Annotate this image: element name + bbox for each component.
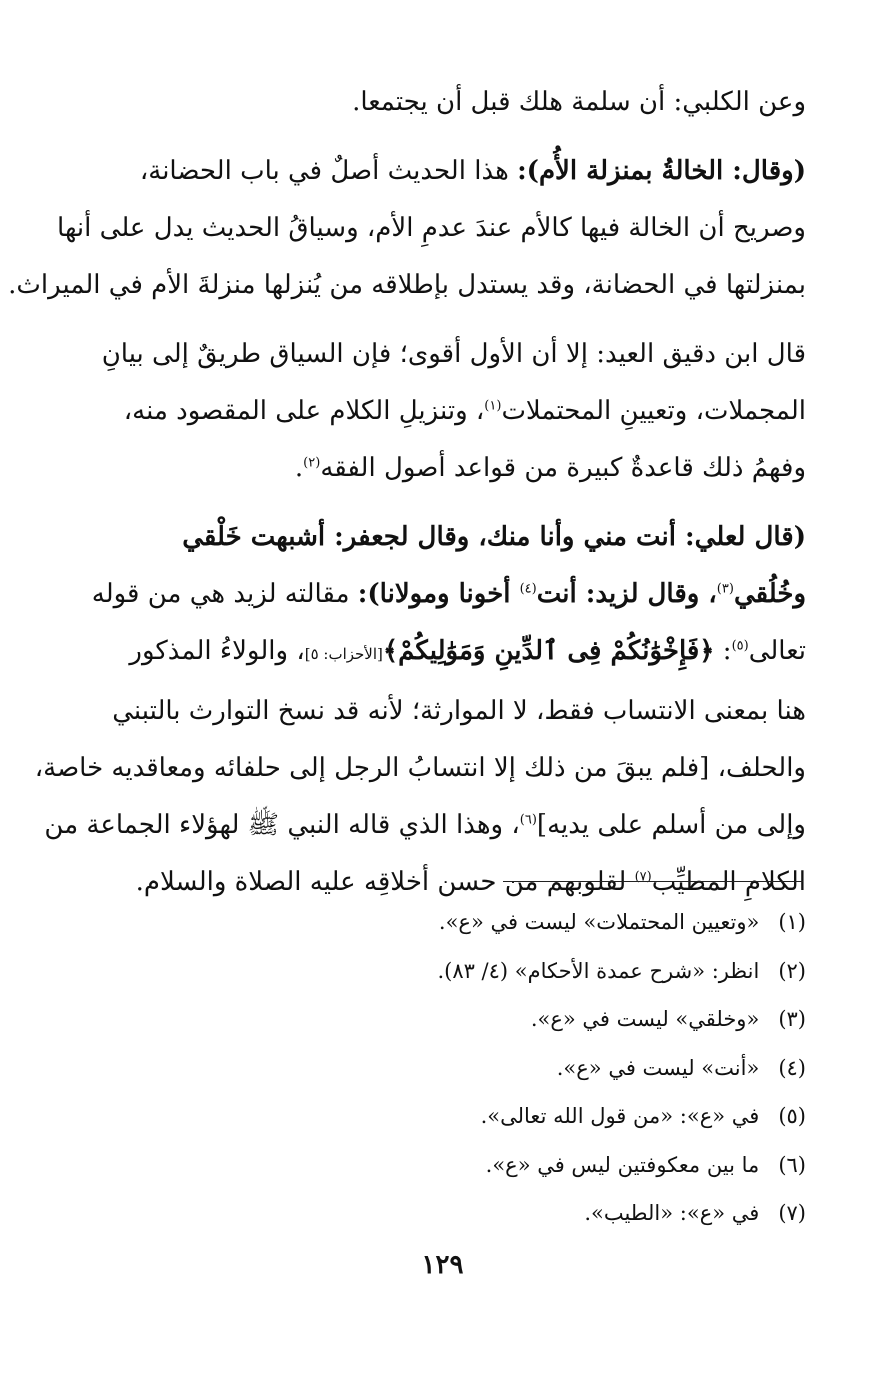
footnote-number: (٤): [778, 1055, 806, 1080]
text-span: تعالى: [748, 636, 806, 666]
text-span: ، والولاءُ المذكور: [129, 636, 305, 666]
text-span: .: [294, 453, 304, 483]
hadith-quote: (قال لعلي: أنت مني وأنا منك، وقال لجعفر: أشبهت خَلْقي: [182, 522, 806, 552]
footnote-number: (٢): [778, 958, 806, 983]
text-line: [91, 566, 806, 623]
footnote-item: [96, 1189, 806, 1238]
paragraph-2: [8, 143, 806, 314]
footnote-text: في «ع»: «الطيب».: [584, 1201, 760, 1225]
footnote-marker[interactable]: (٥): [731, 638, 749, 654]
text-span: لقلوبهم من حسن أخلاقِه عليه الصلاة والسلام.: [135, 867, 635, 897]
text-line: قال ابن دقيق العيد: إلا أن الأول أقوى؛ فإن السياق طريقٌ إلى بيانِ: [101, 339, 806, 369]
footnote-number: (٦): [778, 1152, 806, 1177]
footnote-number: (٥): [778, 1104, 806, 1128]
main-text: [8, 74, 806, 911]
text-span: وفهمُ ذلك قاعدةٌ كبيرة من قواعد أصول الفقه: [320, 453, 806, 483]
text-line: [96, 440, 806, 497]
text-line: هنا بمعنى الانتساب فقط، لا الموارثة؛ لأنه قد نسخ التوارث بالتبني: [112, 696, 806, 726]
footnote-marker[interactable]: (٢): [303, 455, 321, 471]
footnote-item: [96, 898, 806, 947]
footnote-marker[interactable]: (٦): [519, 812, 537, 828]
text-line: بمنزلتها في الحضانة، وقد يستدل بإطلاقه من يُنزلها منزلةَ الأم في الميراث.: [8, 270, 806, 300]
footnote-text: في «ع»: «من قول الله تعالى».: [480, 1104, 760, 1128]
text-line: [96, 143, 806, 200]
hadith-quote: أخونا ومولانا):: [357, 579, 520, 609]
paragraph-4: [34, 509, 806, 911]
footnote-text: انظر: «شرح عمدة الأحكام» (٤/ ٨٣).: [437, 958, 760, 983]
footnote-item: [96, 1044, 806, 1093]
text-line: والحلف، [فلم يبقَ من ذلك إلا انتسابُ الرجل إلى حلفائه ومعاقديه خاصة،: [34, 753, 806, 783]
footnote-text: «أنت» ليست في «ع».: [556, 1055, 760, 1080]
text-line: [96, 383, 806, 440]
footnote-marker[interactable]: (٤): [519, 581, 537, 597]
footnote-marker[interactable]: (٣): [716, 581, 734, 597]
text-span: هذا الحديث أصلٌ في باب الحضانة،: [139, 156, 518, 186]
footnote-divider: [503, 881, 803, 882]
text-span: مقالته لزيد هي من قوله: [91, 579, 358, 609]
paragraph-1: [96, 74, 806, 131]
text-line: وعن الكلبي: أن سلمة هلك قبل أن يجتمعا.: [352, 87, 806, 117]
hadith-quote: ، وقال لزيد: أنت: [536, 579, 717, 609]
footnote-text: «وخلقي» ليست في «ع».: [530, 1007, 760, 1031]
footnote-marker[interactable]: (٧): [634, 869, 652, 885]
hadith-quote: (وقال: الخالةُ بمنزلة الأُم):: [517, 156, 806, 186]
paragraph-3: [96, 326, 806, 497]
footnote-text: «وتعيين المحتملات» ليست في «ع».: [438, 910, 760, 934]
footnote-number: (٣): [778, 1007, 806, 1031]
text-span: ، وهذا الذي قاله النبي ﷺ لهؤلاء الجماعة من: [44, 810, 520, 840]
text-span: وإلى من أسلم على يديه]: [536, 810, 806, 840]
page-number: ١٢٩: [421, 1250, 464, 1280]
text-line: [96, 623, 806, 683]
quran-verse: ﴿فَإِخْوَٰنُكُمْ فِى ٱلدِّينِ وَمَوَٰلِيكُمْ﴾: [382, 636, 715, 666]
footnote-item: [96, 1141, 806, 1190]
text-line: وصريح أن الخالة فيها كالأم عندَ عدمِ الأم، وسياقُ الحديث يدل على أنها: [57, 213, 806, 243]
footnote-item: [96, 947, 806, 996]
footnote-marker[interactable]: (١): [484, 398, 502, 414]
footnote-item: [96, 995, 806, 1044]
footnote-text: ما بين معكوفتين ليس في «ع».: [485, 1152, 760, 1177]
footnote-number: (١): [778, 910, 806, 934]
text-span: الكلامِ المطيِّب: [651, 867, 806, 897]
verse-reference: [الأحزاب: ٥]: [304, 645, 383, 663]
text-line: [44, 797, 806, 854]
hadith-quote: وخُلُقي: [733, 579, 806, 609]
footnote-number: (٧): [778, 1201, 806, 1225]
text-span: ، وتنزيلِ الكلام على المقصود منه،: [123, 396, 485, 426]
text-span: المجملات، وتعيينِ المحتملات: [501, 396, 806, 426]
footnotes: [96, 898, 806, 1238]
text-span: :: [714, 636, 732, 666]
footnote-item: [96, 1092, 806, 1141]
